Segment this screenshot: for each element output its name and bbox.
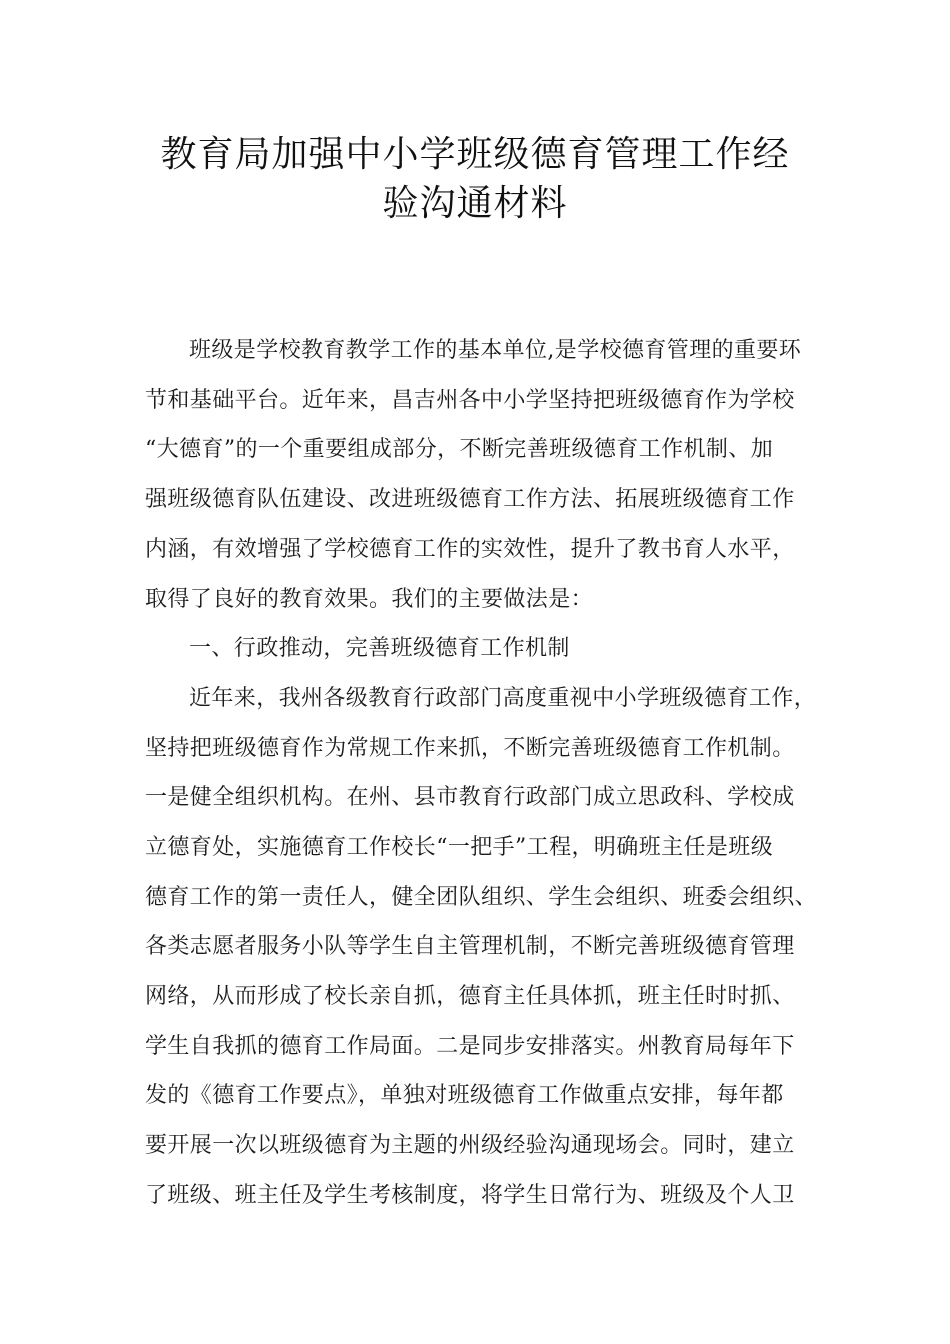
body-line: 德育工作的第一责任人，健全团队组织、学生会组织、班委会组织、 bbox=[145, 885, 818, 910]
body-line: 近年来，我州各级教育行政部门高度重视中小学班级德育工作， bbox=[189, 686, 817, 711]
body-line: 班级是学校教育教学工作的基本单位,是学校德育管理的重要环 bbox=[189, 338, 802, 363]
document-title-line-2: 验沟通材料 bbox=[382, 183, 568, 224]
body-line: 学生自我抓的德育工作局面。二是同步安排落实。州教育局每年下 bbox=[145, 1034, 795, 1059]
body-line: 立德育处，实施德育工作校长“一把手”工程，明确班主任是班级 bbox=[145, 835, 774, 860]
document-title-line-1: 教育局加强中小学班级德育管理工作经 bbox=[160, 134, 790, 175]
body-line: 一是健全组织机构。在州、县市教育行政部门成立思政科、学校成 bbox=[145, 785, 795, 810]
body-line: 节和基础平台。近年来，昌吉州各中小学坚持把班级德育作为学校 bbox=[145, 388, 795, 413]
body-line: 网络，从而形成了校长亲自抓，德育主任具体抓，班主任时时抓、 bbox=[145, 984, 795, 1009]
body-line: 了班级、班主任及学生考核制度，将学生日常行为、班级及个人卫 bbox=[145, 1183, 795, 1208]
body-line: 各类志愿者服务小队等学生自主管理机制，不断完善班级德育管理 bbox=[145, 934, 795, 959]
body-line: 强班级德育队伍建设、改进班级德育工作方法、拓展班级德育工作 bbox=[145, 487, 795, 512]
body-line: 要开展一次以班级德育为主题的州级经验沟通现场会。同时，建立 bbox=[145, 1133, 795, 1158]
body-line: 发的《德育工作要点》，单独对班级德育工作做重点安排，每年都 bbox=[145, 1083, 784, 1108]
body-line: 内涵，有效增强了学校德育工作的实效性，提升了教书育人水平， bbox=[145, 537, 795, 562]
body-line: “大德育”的一个重要组成部分，不断完善班级德育工作机制、加 bbox=[145, 437, 774, 462]
body-line: 取得了良好的教育效果。我们的主要做法是： bbox=[145, 587, 594, 612]
body-line: 坚持把班级德育作为常规工作来抓，不断完善班级德育工作机制。 bbox=[145, 736, 795, 761]
section-heading: 一、行政推动，完善班级德育工作机制 bbox=[189, 636, 570, 661]
